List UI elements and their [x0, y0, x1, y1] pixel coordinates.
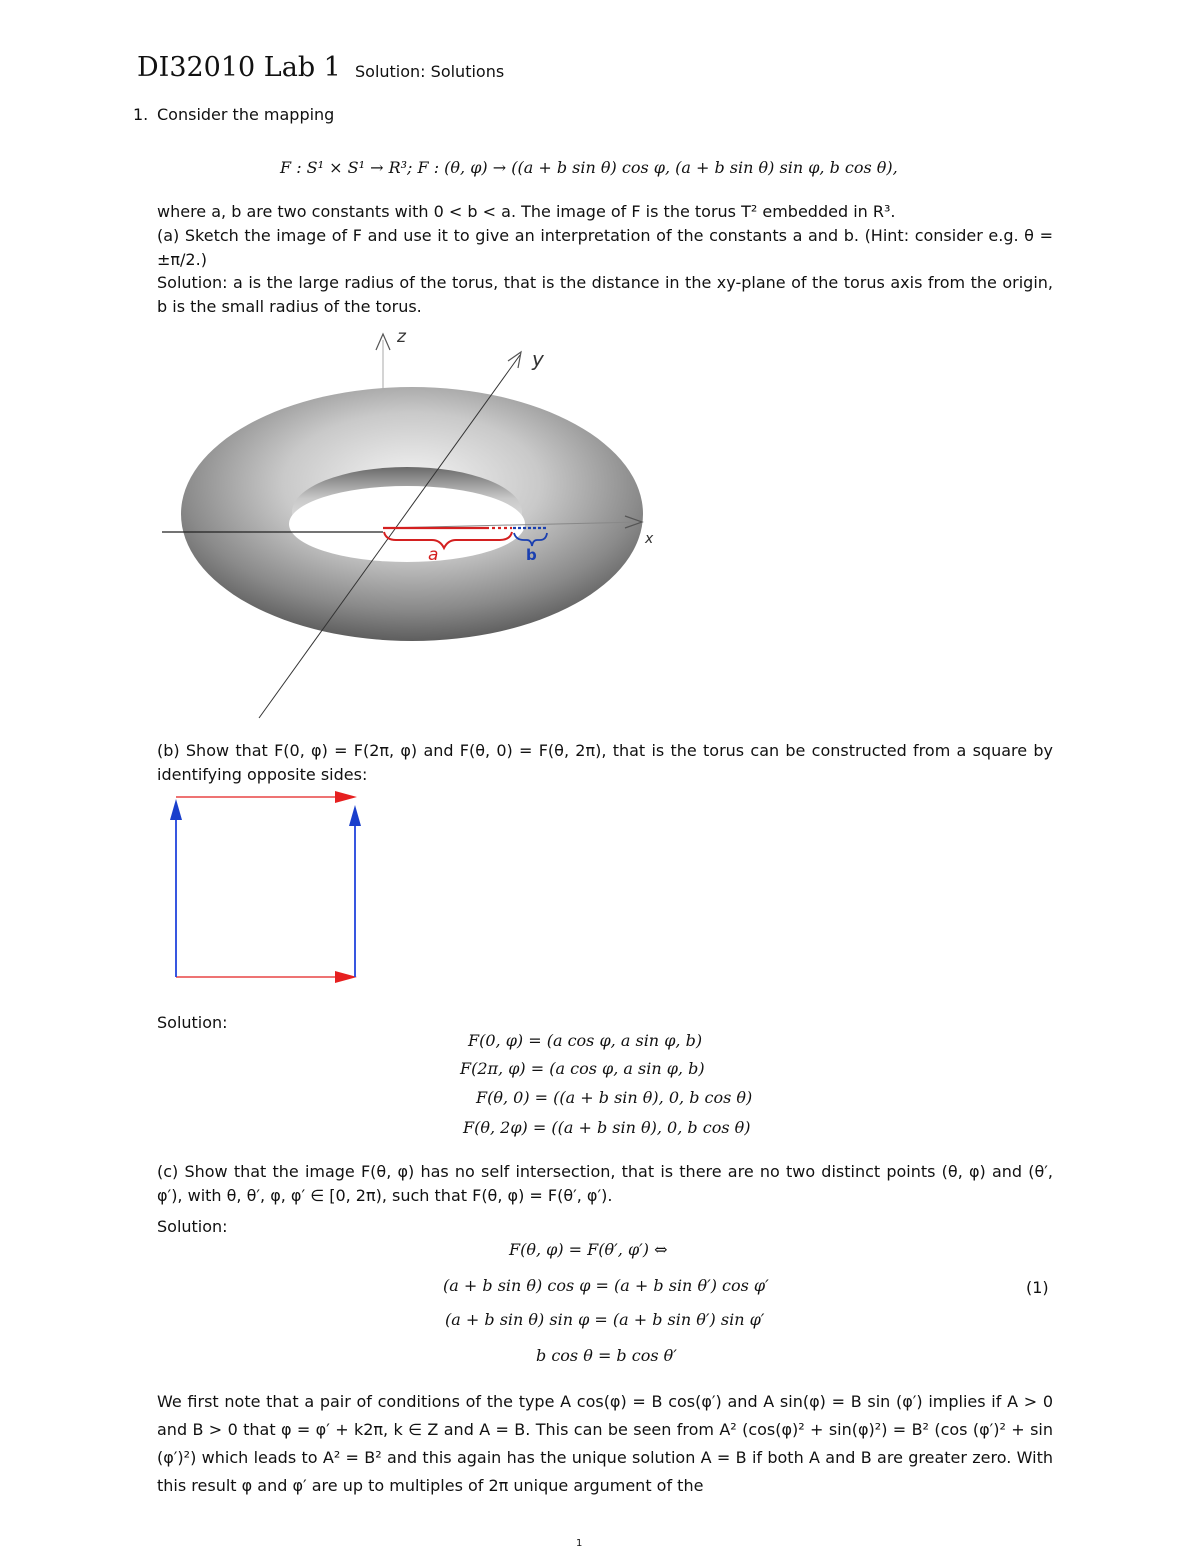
solution-b-eq-2: F(2π, φ) = (a cos φ, a sin φ, b)	[460, 1059, 705, 1078]
square-left-arrow	[170, 799, 182, 820]
solution-b-eq-4: F(θ, 2φ) = ((a + b sin θ), 0, b cos θ)	[463, 1118, 751, 1137]
mapping-equation: F : S¹ × S¹ → R³; F : (θ, φ) → ((a + b sin θ) cos φ, (a + b sin θ) sin φ, b cos θ),	[280, 158, 898, 177]
equation-number: (1)	[1026, 1278, 1049, 1297]
solution-c-label: Solution:	[157, 1217, 228, 1236]
solution-b-eq-3: F(θ, 0) = ((a + b sin θ), 0, b cos θ)	[476, 1088, 753, 1107]
square-right-arrow	[349, 805, 361, 826]
document-title: DI32010 Lab 1	[137, 52, 341, 83]
y-axis-label: y	[532, 347, 544, 371]
closing-paragraph: We first note that a pair of conditions of the type A cos(φ) = B cos(φ′) and A sin(φ) = B sin (φ′) implies if A > 0 and B > 0 that φ = φ′ + k2π, k ∈ Z and A = B. This can be seen from A² (cos(φ)² + sin(φ)²) = B² (cos (φ′)² + sin (φ′)²) which leads to A² = B² and this again has the unique solution A = B if both A and B are greater zero. With this result φ and φ′ are up to multiples of 2π unique argument of the	[157, 1392, 1053, 1495]
a-label: a	[428, 545, 439, 565]
solution-b-eq-1: F(0, φ) = (a cos φ, a sin φ, b)	[468, 1031, 703, 1050]
b-label: b	[526, 546, 537, 564]
square-bottom-arrow	[335, 971, 357, 983]
part-c-text: (c) Show that the image F(θ, φ) has no self intersection, that is there are no two distinct points (θ, φ) and (θ′, φ′), with θ, θ′, φ, φ′ ∈ [0, 2π), such that F(θ, φ) = F(θ′, φ′).	[157, 1162, 1053, 1205]
document-subtitle: Solution: Solutions	[355, 62, 505, 81]
question-intro: Consider the mapping	[157, 105, 335, 124]
solution-c-eq-1: F(θ, φ) = F(θ′, φ′) ⇔	[509, 1240, 668, 1259]
solution-b-label: Solution:	[157, 1013, 228, 1032]
z-axis-label: z	[397, 327, 406, 347]
solution-a-text: Solution: a is the large radius of the torus, that is the distance in the xy-plane of the torus axis from the origin, b is the small radius of the torus.	[157, 273, 1053, 316]
square-top-arrow	[335, 791, 357, 803]
question-number: 1.	[133, 105, 149, 124]
solution-c-eq-4: b cos θ = b cos θ′	[536, 1346, 677, 1365]
solution-c-eq-3: (a + b sin θ) sin φ = (a + b sin θ′) sin φ′	[445, 1310, 765, 1329]
part-b-text: (b) Show that F(0, φ) = F(2π, φ) and F(θ, 0) = F(θ, 2π), that is the torus can be constructed from a square by identifying opposite sides:	[157, 741, 1053, 784]
part-a-text: (a) Sketch the image of F and use it to give an interpretation of the constants a and b. (Hint: consider e.g. θ = ±π/2.)	[157, 226, 1053, 269]
x-axis-label: x	[645, 531, 654, 547]
solution-c-eq-2: (a + b sin θ) cos φ = (a + b sin θ′) cos φ′	[443, 1276, 769, 1295]
where-paragraph: where a, b are two constants with 0 < b < a. The image of F is the torus T² embedded in R³.	[157, 202, 896, 221]
page-number: 1	[576, 1538, 583, 1549]
